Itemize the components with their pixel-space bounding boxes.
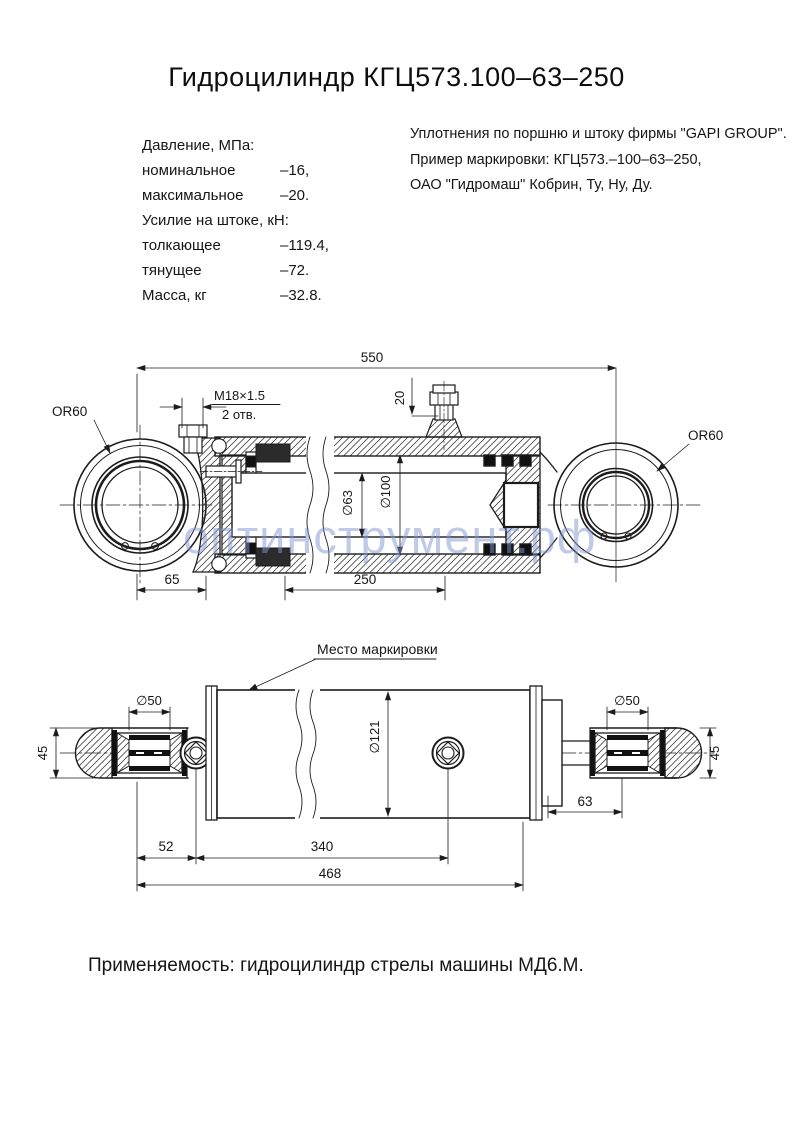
dim-port-offset: 20 — [392, 390, 407, 406]
top-view-drawing — [52, 350, 723, 600]
break-lines — [306, 436, 334, 574]
dim-port-holes: 2 отв. — [222, 407, 257, 422]
note-manufacturer: ОАО "Гидромаш" Кобрин, Ту, Ну, Ду. — [410, 177, 653, 193]
dim-body-dia: ∅121 — [367, 720, 382, 754]
dim-port-thread: M18×1.5 — [214, 388, 265, 403]
eye-right-section — [590, 728, 702, 778]
drawing-title: Гидроцилиндр КГЦ573.100–63–250 — [168, 62, 625, 92]
eye-left-section — [76, 728, 189, 778]
dim-bore-dia: ∅100 — [378, 475, 393, 509]
dim-eye-width-left: 45 — [35, 745, 50, 761]
note-marking-example: Пример маркировки: КГЦ573.–100–63–250, — [410, 151, 702, 168]
gland-collar-left — [206, 686, 217, 820]
dim-eye-dia-right: ∅50 — [614, 693, 640, 708]
spec-label: Давление, МПа: — [142, 137, 255, 154]
label-eye-left: OR60 — [52, 404, 88, 419]
dim-left-65: 65 — [164, 572, 180, 587]
label-marking: Место маркировки — [317, 641, 438, 657]
spec-label: тянущее — [142, 262, 202, 279]
spec-value: –119.4, — [280, 237, 329, 254]
dim-rod-end-63: 63 — [577, 794, 593, 809]
watermark: оптинструмент.рф — [183, 510, 597, 563]
marking-callout — [249, 641, 438, 690]
note-seals: Уплотнения по поршню и штоку фирмы "GAPI GROUP". — [410, 126, 787, 142]
piston-rod — [232, 473, 506, 537]
cap-eye-right — [548, 368, 700, 582]
spec-value: –32.8. — [280, 287, 322, 304]
port-boss-middle — [433, 738, 464, 769]
spec-value: –72. — [280, 262, 310, 279]
dim-eye-dia-left: ∅50 — [136, 693, 162, 708]
dim-340: 340 — [310, 839, 334, 854]
bottom-view-drawing — [35, 641, 722, 891]
dim-stroke-250: 250 — [353, 572, 377, 587]
spec-label: максимальное — [142, 187, 244, 204]
spec-label: толкающее — [142, 237, 221, 254]
label-eye-right: OR60 — [688, 428, 724, 443]
dim-eye-width-right: 45 — [707, 745, 722, 761]
application-note: Применяемость: гидроцилиндр стрелы машины МД6.М. — [88, 955, 584, 976]
spec-value: –20. — [280, 187, 310, 204]
dim-52: 52 — [158, 839, 174, 854]
spec-label: Усилие на штоке, кН: — [142, 212, 289, 229]
dim-overall-550: 550 — [360, 350, 384, 365]
spec-value: –16, — [280, 162, 310, 179]
spec-label: Масса, кг — [142, 287, 207, 304]
spec-label: номинальное — [142, 162, 236, 179]
cap-collar-right — [530, 686, 542, 820]
dim-overall-468: 468 — [318, 866, 342, 881]
dim-rod-dia: ∅63 — [340, 490, 355, 516]
body-break-lines — [295, 689, 320, 819]
